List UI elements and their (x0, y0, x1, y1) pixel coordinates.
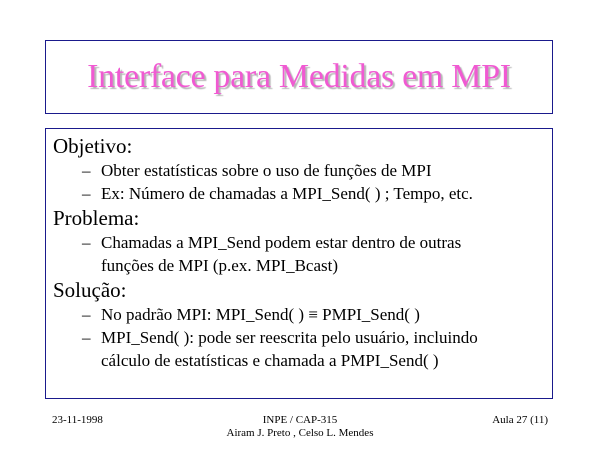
footer-course: INPE / CAP-315 (262, 414, 338, 426)
section-heading: Solução: (53, 278, 127, 302)
bullet-item (53, 159, 552, 182)
bullet-item (53, 326, 552, 372)
bullet-item (53, 182, 552, 205)
footer-lesson: Aula 27 (11) (492, 414, 548, 426)
footer-authors: Airam J. Preto , Celso L. Mendes (226, 427, 374, 439)
footer-date: 23-11-1998 (52, 414, 103, 426)
section-heading: Objetivo: (53, 134, 133, 158)
slide-title: Interface para Medidas em MPI (87, 58, 511, 95)
bullet-item (53, 231, 552, 277)
bullet-dash: – (82, 328, 91, 347)
bullet-text: Ex: Número de chamadas a MPI_Send( ) ; Tempo, etc. (101, 184, 473, 203)
section-solucao (53, 277, 552, 372)
section-heading: Problema: (53, 206, 140, 230)
bullet-dash: – (82, 305, 91, 324)
bullet-dash: – (82, 161, 91, 180)
section-problema (53, 205, 552, 277)
bullet-dash: – (82, 184, 91, 203)
bullet-text: Obter estatísticas sobre o uso de funções de MPI (101, 161, 432, 180)
bullet-text: No padrão MPI: MPI_Send( ) ≡ PMPI_Send( ) (101, 305, 420, 324)
title-box (45, 40, 553, 114)
bullet-text: MPI_Send( ): pode ser reescrita pelo usuário, incluindo cálculo de estatísticas e chamada a PMPI_Send( ) (101, 328, 478, 370)
content-box (45, 128, 553, 399)
bullet-item (53, 303, 552, 326)
section-objetivo (53, 133, 552, 205)
bullet-dash: – (82, 233, 91, 252)
bullet-text: Chamadas a MPI_Send podem estar dentro de outras funções de MPI (p.ex. MPI_Bcast) (101, 233, 462, 275)
